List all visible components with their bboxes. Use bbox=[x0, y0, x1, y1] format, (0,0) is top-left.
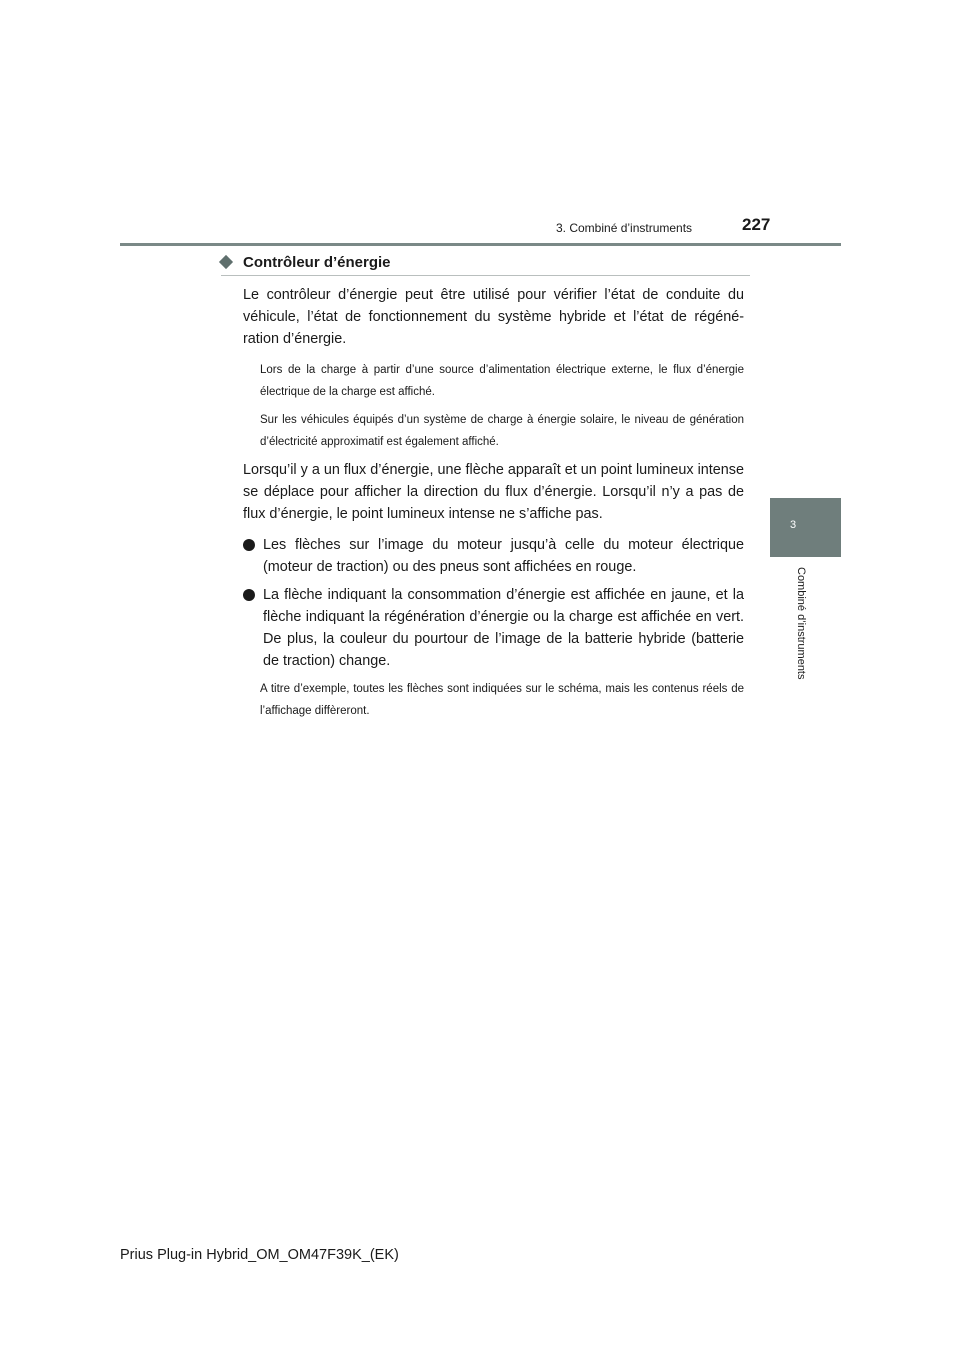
page-number: 227 bbox=[742, 215, 771, 234]
document-id: Prius Plug-in Hybrid_OM_OM47F39K_(EK) bbox=[120, 1247, 399, 1263]
intro-paragraph: Le contrôleur d’énergie peut être utilisé pour vérifier l’état de conduite du véhicule, l’état de fonctionnement du système hybride et l’état de régéné-ration d’énergie. bbox=[243, 287, 744, 347]
section-title: Contrôleur d’énergie bbox=[243, 254, 391, 271]
bullet-item-arrow-colors bbox=[243, 584, 744, 672]
bullet-icon bbox=[243, 539, 255, 551]
bullet-item-red-arrows bbox=[243, 534, 744, 578]
bullet-text: Les flèches sur l’image du moteur jusqu’à celle du moteur électrique (moteur de traction) ou des pneus sont affichées en rouge. bbox=[263, 537, 744, 575]
note-solar-charge: Sur les véhicules équipés d’un système de charge à énergie solaire, le niveau de génération d’électricité approximatif est également affiché. bbox=[260, 414, 744, 448]
note-example: A titre d’exemple, toutes les flèches sont indiquées sur le schéma, mais les contenus réels de l’affichage diffèreront. bbox=[260, 683, 744, 717]
diamond-icon bbox=[219, 255, 233, 269]
chapter-tab-number: 3 bbox=[790, 519, 797, 531]
header-divider bbox=[120, 243, 841, 246]
bullet-text: La flèche indiquant la consommation d’énergie est affichée en jaune, et la flèche indiquant la régénération d’énergie ou la charge est affichée en vert. De plus, la couleur du pourtour de l’image de la batterie hybride (batterie de traction) change. bbox=[263, 587, 744, 669]
chapter-title: 3. Combiné d’instruments bbox=[556, 221, 693, 235]
section-heading bbox=[221, 253, 750, 276]
section-body bbox=[243, 284, 744, 722]
chapter-tab bbox=[770, 498, 841, 557]
note-external-charge: Lors de la charge à partir d’une source d’alimentation électrique externe, le flux d’énergie électrique de la charge est affiché. bbox=[260, 364, 744, 398]
chapter-tab-label: Combiné d’instruments bbox=[795, 567, 807, 680]
flow-paragraph: Lorsqu’il y a un flux d’énergie, une flèche apparaît et un point lumineux intense se déplace pour afficher la direction du flux d’énergie. Lorsqu’il n’y a pas de flux d’énergie, le point lumineux intense ne s’affiche pas. bbox=[243, 462, 744, 522]
bullet-icon bbox=[243, 589, 255, 601]
